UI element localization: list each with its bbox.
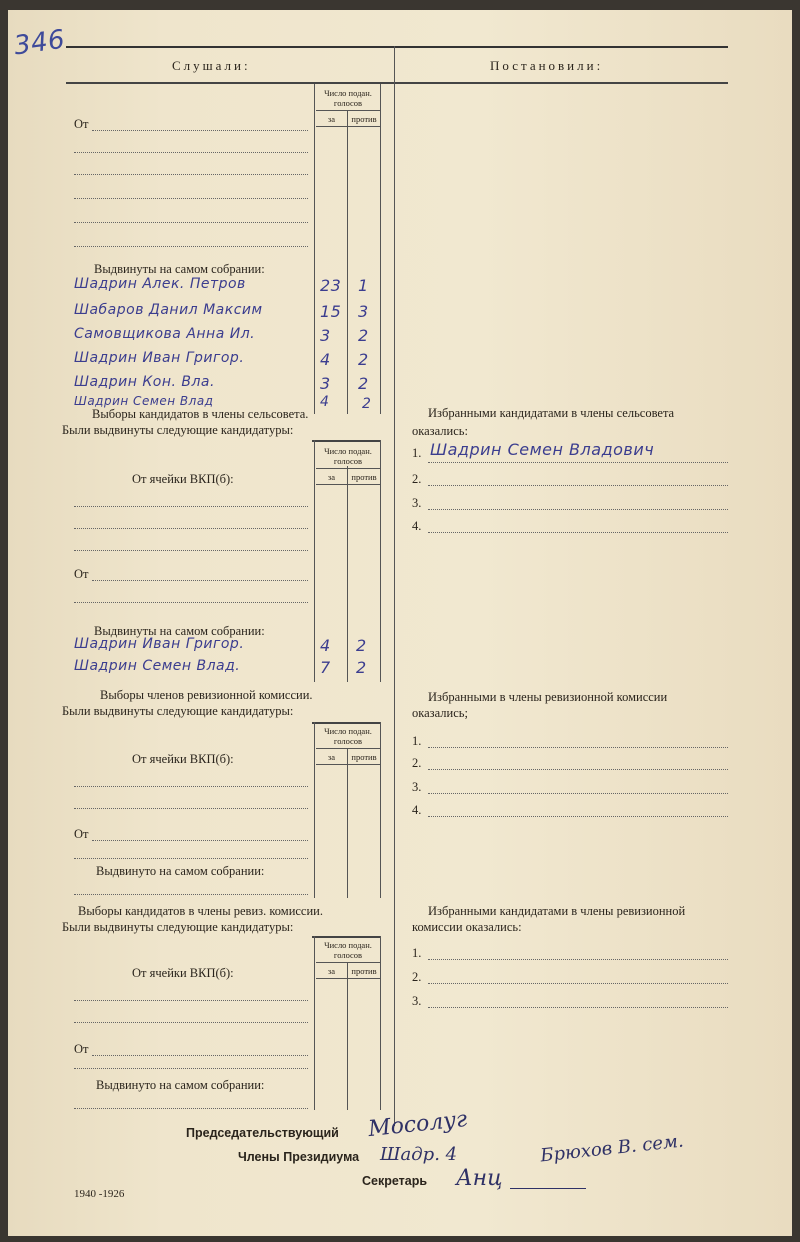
elected-name: Шадрин Семен Владович [430, 440, 655, 459]
vote-for: 4 [320, 350, 331, 369]
candidate-name: Шадрин Иван Григор. [74, 636, 245, 652]
vote-against: 2 [362, 396, 372, 412]
candidate-name: Самовщикова Анна Ил. [74, 326, 256, 342]
vote-for-header: за [327, 966, 336, 976]
nominated-label: Выдвинуты на самом собрании: [94, 624, 265, 638]
vote-against: 2 [358, 374, 369, 393]
chair-signature: Мосолуг [366, 1106, 469, 1143]
presidium-signature: Брюхов В. сем. [539, 1130, 685, 1167]
number: 1. [412, 734, 422, 748]
from-label: От [74, 1042, 89, 1056]
presidium-label: Члены Президиума [238, 1150, 360, 1164]
secretary-underline [510, 1188, 586, 1189]
vote-against-header: против [351, 966, 377, 976]
vote-against-header: против [351, 752, 377, 762]
result-title-cont: комиссии оказались: [412, 920, 522, 934]
from-label: От [74, 567, 89, 581]
number: 3. [412, 780, 422, 794]
vote-against: 2 [358, 326, 369, 345]
nominated-following: Были выдвинуты следующие кандидатуры: [62, 704, 294, 718]
number: 4. [412, 519, 422, 533]
number: 3. [412, 994, 422, 1008]
candidate-name: Шадрин Иван Григор. [74, 350, 245, 366]
nominated-following: Были выдвинуты следующие кандидатуры: [62, 423, 294, 437]
candidate-name: Шабаров Данил Максим [74, 302, 263, 318]
vote-against: 2 [356, 636, 367, 655]
vote-for-header: за [327, 114, 336, 124]
vote-against: 1 [358, 276, 369, 295]
number: 2. [412, 756, 422, 770]
number: 1. [412, 446, 422, 460]
result-title: Избранными кандидатами в члены ревизионной [428, 904, 686, 918]
vote-count-header: Число подан. голосов [324, 726, 372, 746]
candidate-name: Шадрин Семен Влад [74, 394, 214, 408]
vote-against: 2 [356, 658, 367, 677]
vote-for-header: за [327, 752, 336, 762]
vote-for: 7 [320, 658, 331, 677]
vote-for: 4 [320, 636, 331, 655]
header-rule [66, 82, 728, 84]
vote-against: 3 [358, 302, 369, 321]
secretary-label: Секретарь [362, 1174, 428, 1188]
presidium-signature: Шадр. 4 [380, 1144, 458, 1165]
result-title: Избранными кандидатами в члены сельсовета [428, 406, 675, 420]
top-rule [66, 46, 728, 48]
vote-for: 3 [320, 326, 331, 345]
vote-against: 2 [358, 350, 369, 369]
vote-count-header: Число подан. голосов [324, 88, 372, 108]
candidate-name: Шадрин Семен Влад. [74, 658, 241, 674]
result-title-cont: оказались; [412, 706, 468, 720]
vote-for: 23 [320, 276, 342, 295]
nominated-label: Выдвинуто на самом собрании: [96, 1078, 265, 1092]
document-page [8, 10, 792, 1236]
section-title: Выборы членов ревизионной комиссии. [100, 688, 313, 702]
nominated-label: Выдвинуты на самом собрании: [94, 262, 265, 276]
chair-label: Председательствующий [186, 1126, 339, 1140]
candidate-name: Шадрин Алек. Петров [74, 276, 246, 292]
page-number: 346 [12, 24, 67, 62]
section-title: Выборы кандидатов в члены ревиз. комиссии. [78, 904, 323, 918]
from-cell-label: От ячейки ВКП(б): [132, 472, 234, 486]
vote-for-header: за [327, 472, 336, 482]
section-title: Выборы кандидатов в члены сельсовета. [92, 407, 309, 421]
header-heard: Слушали: [172, 58, 251, 73]
number: 2. [412, 472, 422, 486]
vote-count-header: Число подан. голосов [324, 446, 372, 466]
vote-against-header: против [351, 472, 377, 482]
print-mark: 1940 -1926 [74, 1188, 125, 1200]
number: 4. [412, 803, 422, 817]
from-label: От [74, 117, 89, 131]
nominated-following: Были выдвинуты следующие кандидатуры: [62, 920, 294, 934]
secretary-signature: Анц [456, 1166, 503, 1191]
result-title: Избранными в члены ревизионной комиссии [428, 690, 668, 704]
vote-against-header: против [351, 114, 377, 124]
candidate-name: Шадрин Кон. Вла. [74, 374, 215, 390]
number: 1. [412, 946, 422, 960]
result-title-cont: оказались: [412, 424, 468, 438]
nominated-label: Выдвинуто на самом собрании: [96, 864, 265, 878]
header-resolved: Постановили: [490, 58, 604, 73]
number: 2. [412, 970, 422, 984]
vote-count-header: Число подан. голосов [324, 940, 372, 960]
vote-for: 15 [320, 302, 342, 321]
from-cell-label: От ячейки ВКП(б): [132, 966, 234, 980]
main-divider [394, 46, 395, 1126]
number: 3. [412, 496, 422, 510]
vote-for: 4 [320, 394, 330, 410]
from-cell-label: От ячейки ВКП(б): [132, 752, 234, 766]
from-label: От [74, 827, 89, 841]
vote-for: 3 [320, 374, 331, 393]
